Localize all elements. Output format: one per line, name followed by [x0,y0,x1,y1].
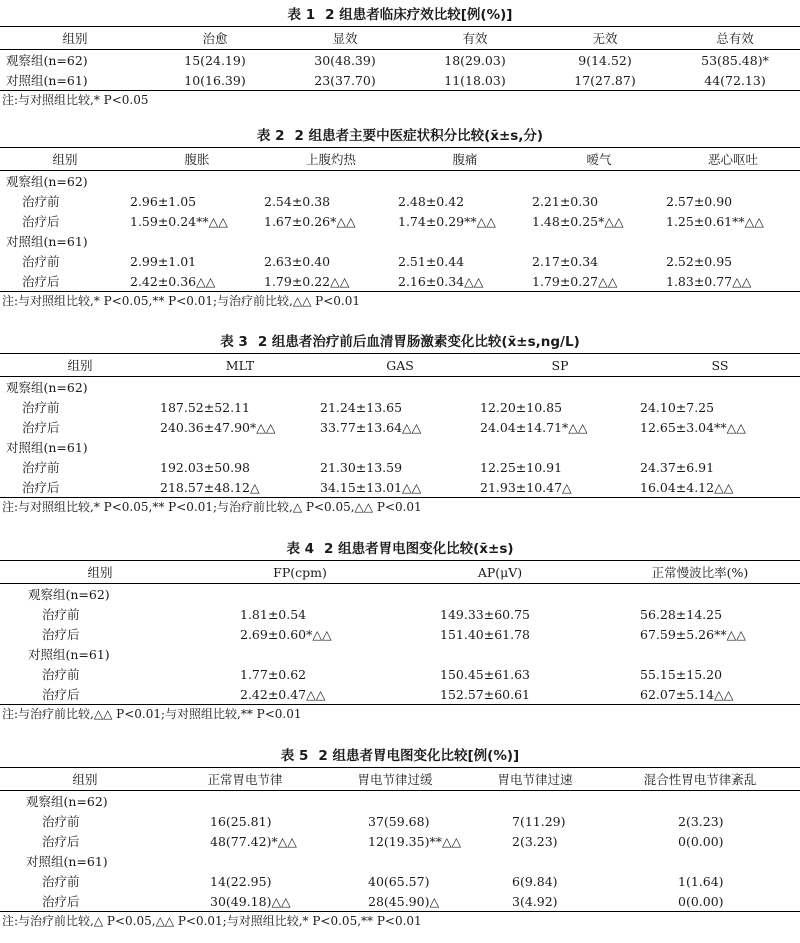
table-cell: 3(4.92) [470,891,600,912]
group-label: 观察组(n=62) [6,53,88,68]
group-label: 对照组(n=61) [0,70,150,91]
table1-header: 无效 [540,27,670,50]
group-label: 观察组(n=62) [28,587,110,602]
table2-section [0,125,800,310]
table2-header: 腹胀 [130,148,264,171]
table3-caption [0,331,800,353]
table4-header: FP(cpm) [200,561,400,584]
table-row [0,417,800,437]
table2 [0,147,800,292]
table3-header: 组别 [0,354,160,377]
table-cell: 16(25.81) [210,813,272,829]
table-cell: 1.79±0.27△△ [532,271,666,292]
group-label: 观察组(n=62) [6,380,88,395]
table4-caption [0,538,800,560]
table-cell: 0(0.00) [600,891,800,912]
table1-header-row [0,27,800,50]
table5-header: 组别 [0,768,170,791]
table-cell: 1.25±0.61**△△ [666,213,764,229]
group-row [0,231,800,251]
row-label: 治疗前 [42,814,80,829]
group-label: 对照组(n=61) [6,440,88,455]
table-cell: 10(16.39) [150,70,280,91]
row-label: 治疗前 [42,874,80,889]
table4-header: 正常慢波比率(%) [600,561,800,584]
table5-number: 表 5 [280,748,309,764]
group-label: 对照组(n=61) [6,234,88,249]
table-cell: 240.36±47.90*△△ [160,419,276,435]
table-row [0,604,800,624]
table-row [0,624,800,644]
table-cell: 24.04±14.71*△△ [480,419,588,435]
group-label: 观察组(n=62) [26,794,108,809]
table5-note: 注:与治疗前比较,△ P<0.05,△△ P<0.01;与对照组比较,* P<0.05,** P<0.01 [2,914,422,928]
table2-number: 表 2 [256,128,285,144]
table5-header: 胃电节律过缓 [320,768,470,791]
table4-section [0,538,800,723]
table-row [0,457,800,477]
table-row [0,397,800,417]
table3-title: 2 组患者治疗前后血清胃肠激素变化比较(x̄±s,ng/L) [257,334,580,350]
table-cell: 18(29.03) [444,52,506,68]
table2-header: 腹痛 [398,148,532,171]
table-cell: 11(18.03) [410,70,540,91]
table1-section [0,4,800,109]
table5-caption [0,745,800,767]
table-cell: 17(27.87) [540,70,670,91]
table4-title: 2 组患者胃电图变化比较(x̄±s) [324,541,514,557]
table-cell: 152.57±60.61 [400,684,600,705]
table2-caption [0,125,800,147]
table-cell: 1.79±0.22△△ [264,271,398,292]
table-cell: 2.17±0.34 [532,253,599,269]
table-cell: 55.15±15.20 [640,666,723,682]
table3-section [0,331,800,516]
row-label: 治疗前 [22,254,60,269]
table-cell: 9(14.52) [578,52,632,68]
group-row [0,791,800,812]
table2-header: 上腹灼热 [264,148,398,171]
table-cell: 56.28±14.25 [640,606,723,622]
table2-header: 恶心呕吐 [666,148,800,171]
table1-title: 2 组患者临床疗效比较[例(%)] [325,7,513,23]
table-row [0,50,800,71]
table-cell: 2.54±0.38 [264,193,331,209]
table-cell: 1.67±0.26*△△ [264,213,356,229]
table5-header: 混合性胃电节律紊乱 [600,768,800,791]
group-row [0,171,800,192]
table-cell: 1.77±0.62 [240,666,307,682]
table-cell: 12.25±10.91 [480,459,563,475]
table-cell: 2.42±0.47△△ [200,684,400,705]
table-cell: 150.45±61.63 [440,666,530,682]
row-label: 治疗后 [42,627,80,642]
row-label: 治疗后 [0,684,200,705]
table-cell: 2.52±0.95 [666,253,733,269]
table-cell: 12.20±10.85 [480,399,563,415]
table-cell: 24.37±6.91 [640,459,715,475]
table-cell: 6(9.84) [512,873,558,889]
table-row [0,811,800,831]
row-label: 治疗后 [0,891,170,912]
table5-title: 2 组患者胃电图变化比较[例(%)] [318,748,520,764]
table-row [0,684,800,705]
table5-header: 胃电节律过速 [470,768,600,791]
table-row [0,831,800,851]
group-row [0,644,800,664]
table5 [0,767,800,912]
table1-header: 组别 [0,27,150,50]
table-cell: 1.74±0.29**△△ [398,213,496,229]
table4-header: 组别 [0,561,200,584]
table1-header: 有效 [410,27,540,50]
table2-header-row [0,148,800,171]
table5-header-row [0,768,800,791]
row-label: 治疗前 [42,607,80,622]
table-cell: 2(3.23) [512,833,558,849]
table-cell: 218.57±48.12△ [160,477,320,498]
group-row [0,584,800,605]
table-cell: 1.48±0.25*△△ [532,213,624,229]
table1 [0,26,800,91]
table-row [0,664,800,684]
table-cell: 2.48±0.42 [398,193,465,209]
table-cell: 53(85.48)* [701,52,769,68]
table4 [0,560,800,705]
table-cell: 33.77±13.64△△ [320,419,422,435]
group-row [0,437,800,457]
row-label: 治疗后 [0,271,130,292]
table4-header-row [0,561,800,584]
table-cell: 30(49.18)△△ [170,891,320,912]
table4-number: 表 4 [286,541,315,557]
table-row [0,251,800,271]
table-cell: 2.57±0.90 [666,193,733,209]
table2-header: 嗳气 [532,148,666,171]
group-label: 对照组(n=61) [26,854,108,869]
table-cell: 62.07±5.14△△ [600,684,800,705]
table-cell: 67.59±5.26**△△ [640,626,746,642]
table2-note: 注:与对照组比较,* P<0.05,** P<0.01;与治疗前比较,△△ P<0.01 [2,294,360,308]
table-cell: 21.30±13.59 [320,459,403,475]
table-cell: 34.15±13.01△△ [320,477,480,498]
table5-section [0,745,800,930]
table-cell: 7(11.29) [512,813,566,829]
table3-header: SS [640,354,800,377]
table-row [0,271,800,292]
group-row [0,377,800,398]
table-cell: 2.51±0.44 [398,253,465,269]
table3-header: GAS [320,354,480,377]
table-cell: 1.83±0.77△△ [666,271,800,292]
table1-note: 注:与对照组比较,* P<0.05 [2,93,149,107]
table-cell: 2.96±1.05 [130,193,197,209]
table-cell: 21.93±10.47△ [480,477,640,498]
table-row [0,891,800,912]
group-label: 观察组(n=62) [6,174,88,189]
table3-note: 注:与对照组比较,* P<0.05,** P<0.01;与治疗前比较,△ P<0.05,△△ P<0.01 [2,500,422,514]
table1-caption [0,4,800,26]
row-label: 治疗前 [22,194,60,209]
table-row [0,70,800,91]
table-cell: 0(0.00) [678,833,724,849]
table-cell: 37(59.68) [368,813,430,829]
table-cell: 44(72.13) [670,70,800,91]
table-cell: 23(37.70) [280,70,410,91]
table-cell: 14(22.95) [210,873,272,889]
table-cell: 149.33±60.75 [440,606,530,622]
table3-header: SP [480,354,640,377]
table-row [0,871,800,891]
table-cell: 24.10±7.25 [640,399,715,415]
group-label: 对照组(n=61) [28,647,110,662]
table-row [0,191,800,211]
table4-header: AP(μV) [400,561,600,584]
table5-header: 正常胃电节律 [170,768,320,791]
table1-header: 治愈 [150,27,280,50]
table-cell: 151.40±61.78 [440,626,530,642]
table-cell: 1.81±0.54 [240,606,307,622]
table-cell: 187.52±52.11 [160,399,250,415]
row-label: 治疗前 [22,400,60,415]
table-cell: 2.63±0.40 [264,253,331,269]
table-row [0,211,800,231]
table-cell: 2.42±0.36△△ [130,271,264,292]
table1-header: 显效 [280,27,410,50]
table-cell: 48(77.42)*△△ [210,833,297,849]
table-cell: 21.24±13.65 [320,399,403,415]
group-row [0,851,800,871]
table-cell: 1.59±0.24**△△ [130,213,228,229]
table-cell: 16.04±4.12△△ [640,477,800,498]
table3-number: 表 3 [220,334,248,350]
table2-header: 组别 [0,148,130,171]
table1-number: 表 1 [287,7,316,23]
table2-title: 2 组患者主要中医症状积分比较(x̄±s,分) [294,128,544,144]
row-label: 治疗前 [22,460,60,475]
table-cell: 12(19.35)**△△ [368,833,462,849]
table-cell: 1(1.64) [678,873,724,889]
table-cell: 2.16±0.34△△ [398,271,532,292]
table-cell: 28(45.90)△ [320,891,470,912]
table-cell: 192.03±50.98 [160,459,250,475]
table3-header: MLT [160,354,320,377]
table1-header: 总有效 [670,27,800,50]
table4-note: 注:与治疗前比较,△△ P<0.01;与对照组比较,** P<0.01 [2,707,302,721]
table-cell: 2(3.23) [678,813,724,829]
table3 [0,353,800,498]
row-label: 治疗后 [22,214,60,229]
table-cell: 2.99±1.01 [130,253,197,269]
row-label: 治疗后 [42,834,80,849]
table-cell: 2.21±0.30 [532,193,599,209]
table-cell: 15(24.19) [184,52,246,68]
table-cell: 30(48.39) [314,52,376,68]
table-row [0,477,800,498]
row-label: 治疗前 [42,667,80,682]
table-cell: 2.69±0.60*△△ [240,626,332,642]
table-cell: 40(65.57) [368,873,430,889]
table-cell: 12.65±3.04**△△ [640,419,746,435]
row-label: 治疗后 [0,477,160,498]
table3-header-row [0,354,800,377]
row-label: 治疗后 [22,420,60,435]
